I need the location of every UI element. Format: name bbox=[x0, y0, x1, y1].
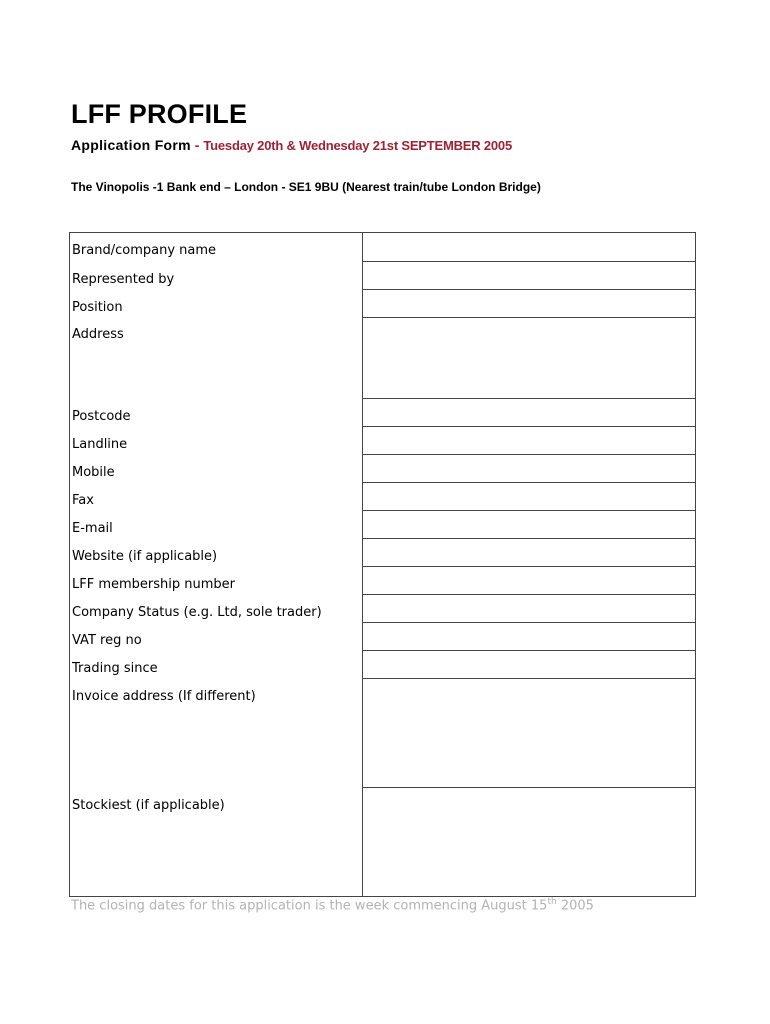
table-row bbox=[70, 426, 696, 454]
note-year: 2005 bbox=[556, 898, 594, 914]
field-label-landline: Landline bbox=[70, 426, 363, 454]
field-label-mobile: Mobile bbox=[70, 454, 363, 482]
field-value-address[interactable] bbox=[363, 317, 696, 398]
field-value-position[interactable] bbox=[363, 289, 696, 317]
field-value-email[interactable] bbox=[363, 510, 696, 538]
form-label: Application Form bbox=[71, 137, 191, 153]
application-form-table bbox=[69, 232, 696, 897]
field-value-postcode[interactable] bbox=[363, 398, 696, 426]
table-row bbox=[70, 454, 696, 482]
subtitle bbox=[71, 136, 512, 155]
field-label-address: Address bbox=[70, 317, 363, 398]
table-row bbox=[70, 594, 696, 622]
field-label-invoice-address: Invoice address (If different) bbox=[70, 678, 363, 787]
field-label-represented-by: Represented by bbox=[70, 261, 363, 289]
field-value-fax[interactable] bbox=[363, 482, 696, 510]
field-label-trading-since: Trading since bbox=[70, 650, 363, 678]
field-value-invoice-address[interactable] bbox=[363, 678, 696, 787]
field-value-stockiest[interactable] bbox=[363, 787, 696, 897]
field-value-landline[interactable] bbox=[363, 426, 696, 454]
table-row bbox=[70, 650, 696, 678]
field-label-company-status: Company Status (e.g. Ltd, sole trader) bbox=[70, 594, 363, 622]
event-dates: Tuesday 20th & Wednesday 21st SEPTEMBER 2005 bbox=[203, 138, 512, 153]
field-label-fax: Fax bbox=[70, 482, 363, 510]
field-value-represented-by[interactable] bbox=[363, 261, 696, 289]
field-label-brand: Brand/company name bbox=[70, 233, 363, 262]
field-label-membership-number: LFF membership number bbox=[70, 566, 363, 594]
note-text: The closing dates for this application is the week commencing August 15 bbox=[71, 898, 548, 914]
table-row bbox=[70, 787, 696, 897]
table-row bbox=[70, 538, 696, 566]
table-row bbox=[70, 566, 696, 594]
table-row bbox=[70, 317, 696, 398]
field-label-stockiest: Stockiest (if applicable) bbox=[70, 787, 363, 897]
field-value-company-status[interactable] bbox=[363, 594, 696, 622]
subtitle-dash: - bbox=[190, 137, 204, 153]
table-row bbox=[70, 482, 696, 510]
field-value-website[interactable] bbox=[363, 538, 696, 566]
field-value-vat-reg-no[interactable] bbox=[363, 622, 696, 650]
field-label-website: Website (if applicable) bbox=[70, 538, 363, 566]
table-row bbox=[70, 622, 696, 650]
table-row bbox=[70, 261, 696, 289]
field-label-postcode: Postcode bbox=[70, 398, 363, 426]
table-row bbox=[70, 510, 696, 538]
field-value-trading-since[interactable] bbox=[363, 650, 696, 678]
field-label-position: Position bbox=[70, 289, 363, 317]
field-label-email: E-mail bbox=[70, 510, 363, 538]
closing-date-note bbox=[71, 893, 594, 915]
field-value-membership-number[interactable] bbox=[363, 566, 696, 594]
table-row bbox=[70, 678, 696, 787]
note-superscript: th bbox=[547, 897, 557, 907]
table-row bbox=[70, 233, 696, 262]
page-title: LFF PROFILE bbox=[71, 99, 248, 129]
table-row bbox=[70, 398, 696, 426]
field-value-brand[interactable] bbox=[363, 233, 696, 262]
table-row bbox=[70, 289, 696, 317]
field-label-vat-reg-no: VAT reg no bbox=[70, 622, 363, 650]
field-value-mobile[interactable] bbox=[363, 454, 696, 482]
venue-line: The Vinopolis -1 Bank end – London - SE1 9BU (Nearest train/tube London Bridge) bbox=[71, 180, 541, 194]
